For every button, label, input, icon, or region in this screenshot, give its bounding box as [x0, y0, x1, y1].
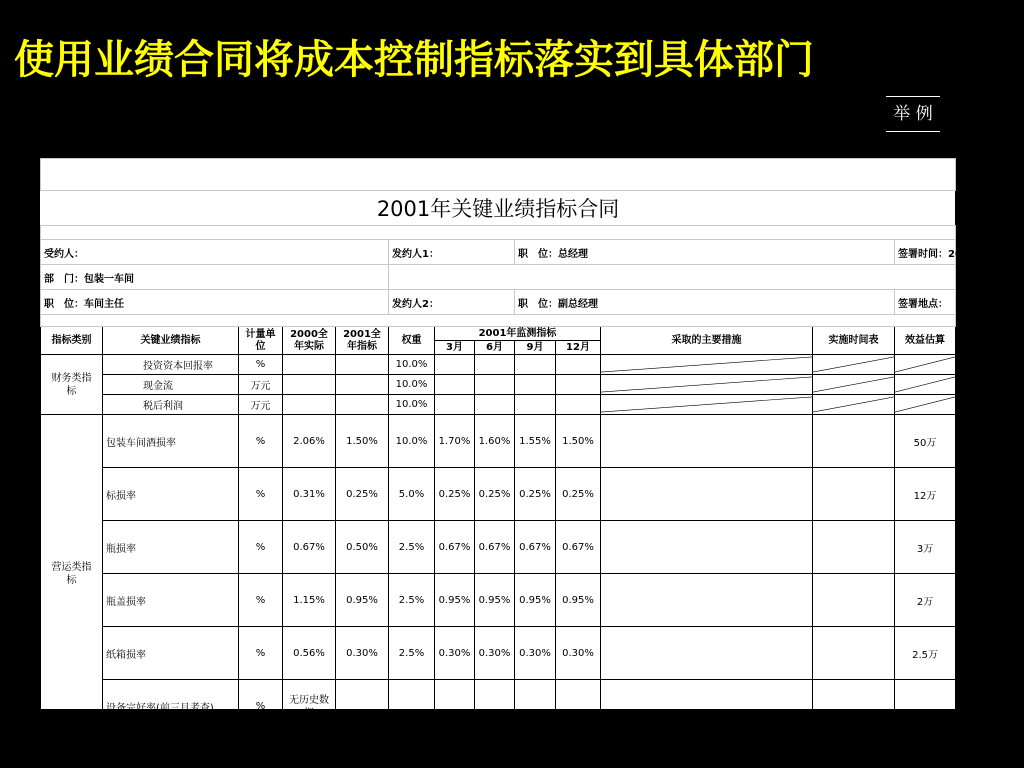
month-cell	[556, 395, 601, 415]
diagonal-line	[813, 375, 894, 394]
weight-cell: 2.5%	[389, 627, 435, 680]
benefit-cell	[895, 375, 956, 395]
month-cell	[556, 680, 601, 734]
indicator-cell: 投资资本回报率	[103, 355, 239, 375]
unit-cell: %	[239, 355, 283, 375]
unit-cell: 万元	[239, 395, 283, 415]
target-cell	[336, 375, 389, 395]
target-cell: 0.95%	[336, 574, 389, 627]
indicator-cell: 包装车间酒损率	[103, 415, 239, 468]
contract-title-row	[41, 191, 956, 226]
table-row	[41, 468, 956, 521]
measures-cell	[601, 468, 813, 521]
weight-cell: 5.0%	[389, 468, 435, 521]
month-cell: 0.67%	[515, 521, 556, 574]
sign-time: 签署时间：2001年1月	[895, 240, 956, 265]
month-cell: 0.95%	[556, 574, 601, 627]
month-cell: 0.25%	[515, 468, 556, 521]
header-category: 指标类别	[41, 327, 103, 355]
header-month: 3月	[435, 341, 475, 355]
header-actual-2000: 2000全年实际	[283, 327, 336, 355]
month-cell	[556, 375, 601, 395]
month-cell: 0.95%	[515, 574, 556, 627]
weight-cell	[389, 680, 435, 734]
issuer1-label: 发约人1：	[389, 240, 515, 265]
month-cell: 1.55%	[515, 415, 556, 468]
position-label: 职 位：车间主任	[41, 290, 389, 315]
header-target-2001: 2001全年指标	[336, 327, 389, 355]
actual-cell	[283, 355, 336, 375]
measures-cell	[601, 627, 813, 680]
table-row	[41, 521, 956, 574]
indicator-cell: 标损率	[103, 468, 239, 521]
schedule-cell	[813, 468, 895, 521]
diagonal-line	[601, 395, 812, 414]
benefit-cell	[895, 355, 956, 375]
meta-row	[41, 265, 956, 290]
unit-cell: %	[239, 415, 283, 468]
measures-cell	[601, 415, 813, 468]
month-cell: 0.67%	[556, 521, 601, 574]
diagonal-line	[895, 395, 955, 414]
table-row	[41, 627, 956, 680]
measures-cell	[601, 574, 813, 627]
target-cell: 0.30%	[336, 627, 389, 680]
month-cell: 0.95%	[475, 574, 515, 627]
measures-cell	[601, 355, 813, 375]
month-cell	[556, 355, 601, 375]
month-cell	[475, 395, 515, 415]
target-cell: 0.50%	[336, 521, 389, 574]
weight-cell: 10.0%	[389, 355, 435, 375]
benefit-cell	[895, 680, 956, 734]
diagonal-line	[895, 355, 955, 374]
unit-cell: %	[239, 521, 283, 574]
contract-title: 2001年关键业绩指标合同	[376, 197, 620, 221]
unit-cell: %	[239, 680, 283, 734]
meta-row	[41, 290, 956, 315]
month-cell	[475, 680, 515, 734]
indicator-cell: 纸箱损率	[103, 627, 239, 680]
month-cell	[435, 375, 475, 395]
header-benefit: 效益估算	[895, 327, 956, 355]
header-month: 6月	[475, 341, 515, 355]
target-cell	[336, 355, 389, 375]
indicator-cell: 税后利润	[103, 395, 239, 415]
benefit-cell: 2.5万	[895, 627, 956, 680]
month-cell	[515, 680, 556, 734]
header-unit: 计量单位	[239, 327, 283, 355]
weight-cell: 10.0%	[389, 415, 435, 468]
weight-cell: 2.5%	[389, 521, 435, 574]
actual-cell: 2.06%	[283, 415, 336, 468]
indicator-cell: 瓶损率	[103, 521, 239, 574]
weight-cell: 2.5%	[389, 574, 435, 627]
month-cell	[435, 680, 475, 734]
month-cell: 1.70%	[435, 415, 475, 468]
benefit-cell: 12万	[895, 468, 956, 521]
slide-title: 使用业绩合同将成本控制指标落实到具体部门	[14, 37, 814, 83]
month-cell: 0.30%	[475, 627, 515, 680]
month-cell	[515, 375, 556, 395]
actual-cell: 无历史数据	[283, 680, 336, 734]
month-cell	[475, 375, 515, 395]
table-row	[41, 395, 956, 415]
month-cell	[475, 355, 515, 375]
target-cell: 1.50%	[336, 415, 389, 468]
issuer2-label: 发约人2：	[389, 290, 515, 315]
month-cell: 0.25%	[475, 468, 515, 521]
indicator-cell: 设备完好率(前三月考查)	[103, 680, 239, 734]
department-label: 部 门：包装一车间	[41, 265, 389, 290]
unit-cell: %	[239, 627, 283, 680]
header-month: 9月	[515, 341, 556, 355]
month-cell: 0.30%	[435, 627, 475, 680]
benefit-cell: 2万	[895, 574, 956, 627]
table-row	[41, 415, 956, 468]
indicator-cell: 瓶盖损率	[103, 574, 239, 627]
contract-sheet	[40, 158, 1003, 719]
schedule-cell	[813, 395, 895, 415]
weight-cell: 10.0%	[389, 395, 435, 415]
schedule-cell	[813, 521, 895, 574]
diagonal-line	[601, 375, 812, 394]
header-measures: 采取的主要措施	[601, 327, 813, 355]
month-cell: 0.30%	[556, 627, 601, 680]
measures-cell	[601, 521, 813, 574]
measures-cell	[601, 375, 813, 395]
sign-place: 签署地点：	[895, 290, 956, 315]
unit-cell: %	[239, 574, 283, 627]
schedule-cell	[813, 355, 895, 375]
month-cell: 0.67%	[475, 521, 515, 574]
month-cell: 0.67%	[435, 521, 475, 574]
month-cell	[515, 355, 556, 375]
actual-cell: 0.56%	[283, 627, 336, 680]
table-row	[41, 680, 956, 734]
unit-cell: %	[239, 468, 283, 521]
header-weight: 权重	[389, 327, 435, 355]
header-monitor: 2001年监测指标	[435, 327, 601, 341]
schedule-cell	[813, 627, 895, 680]
contract-table	[40, 158, 1003, 734]
blank-row	[41, 159, 956, 191]
month-cell	[435, 395, 475, 415]
month-cell	[515, 395, 556, 415]
blank-row	[41, 226, 956, 240]
benefit-cell	[895, 395, 956, 415]
actual-cell	[283, 395, 336, 415]
header-row	[41, 327, 956, 341]
table-row	[41, 355, 956, 375]
table-row	[41, 574, 956, 627]
diagonal-line	[813, 355, 894, 374]
header-indicator: 关键业绩指标	[103, 327, 239, 355]
target-cell	[336, 395, 389, 415]
month-cell: 1.60%	[475, 415, 515, 468]
actual-cell	[283, 375, 336, 395]
contractor-label: 受约人：	[41, 240, 389, 265]
indicator-cell: 现金流	[103, 375, 239, 395]
schedule-cell	[813, 415, 895, 468]
month-cell: 0.30%	[515, 627, 556, 680]
month-cell: 0.25%	[556, 468, 601, 521]
weight-cell: 10.0%	[389, 375, 435, 395]
benefit-cell: 3万	[895, 521, 956, 574]
example-tag: 举 例	[886, 96, 940, 132]
target-cell	[336, 680, 389, 734]
group-operational: 营运类指 标	[41, 415, 103, 734]
schedule-cell	[813, 574, 895, 627]
meta-row	[41, 240, 956, 265]
diagonal-line	[813, 395, 894, 414]
diagonal-line	[895, 375, 955, 394]
actual-cell: 0.67%	[283, 521, 336, 574]
header-schedule: 实施时间表	[813, 327, 895, 355]
schedule-cell	[813, 375, 895, 395]
actual-cell: 0.31%	[283, 468, 336, 521]
unit-cell: 万元	[239, 375, 283, 395]
group-financial: 财务类指 标	[41, 355, 103, 415]
month-cell: 1.50%	[556, 415, 601, 468]
benefit-cell: 50万	[895, 415, 956, 468]
header-month: 12月	[556, 341, 601, 355]
month-cell: 0.95%	[435, 574, 475, 627]
target-cell: 0.25%	[336, 468, 389, 521]
actual-cell: 1.15%	[283, 574, 336, 627]
issuer1-position: 职 位：总经理	[515, 240, 895, 265]
measures-cell	[601, 680, 813, 734]
month-cell	[435, 355, 475, 375]
table-row	[41, 375, 956, 395]
schedule-cell	[813, 680, 895, 734]
issuer2-position: 职 位：副总经理	[515, 290, 895, 315]
month-cell: 0.25%	[435, 468, 475, 521]
measures-cell	[601, 395, 813, 415]
blank-row	[41, 315, 956, 327]
diagonal-line	[601, 355, 812, 374]
